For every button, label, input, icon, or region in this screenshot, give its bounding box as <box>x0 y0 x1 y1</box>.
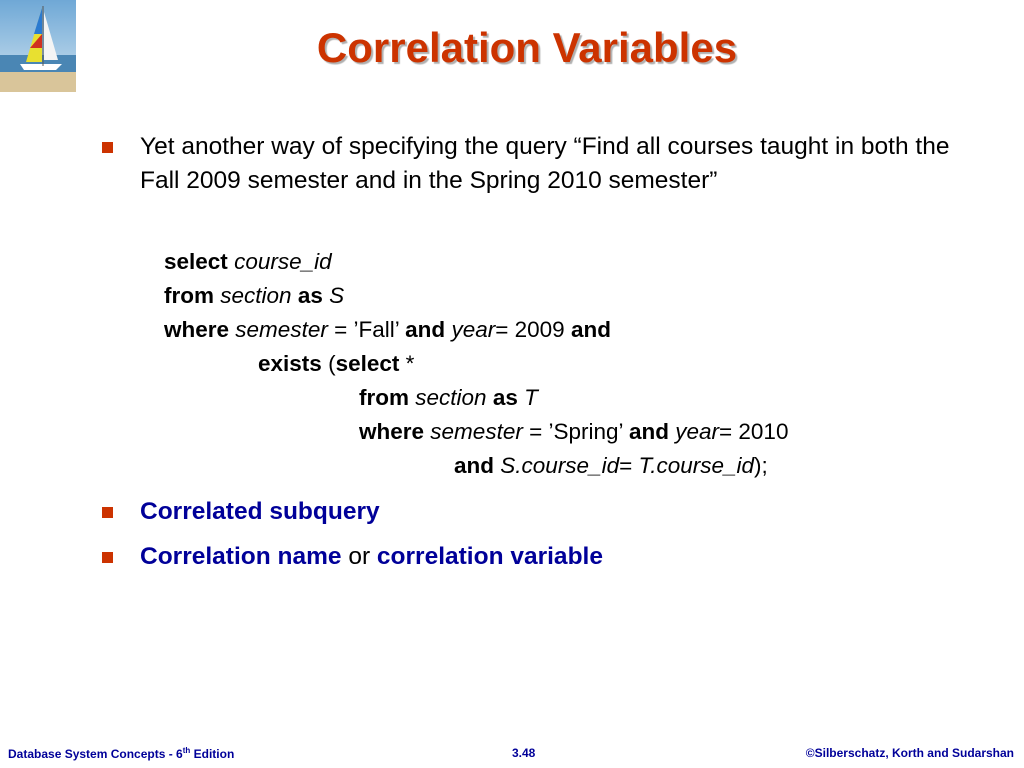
code-line-sub-from <box>164 381 788 415</box>
bullet-correlated-subquery <box>102 495 982 529</box>
bullet-square-icon <box>102 507 113 518</box>
kw-and: and <box>628 419 669 444</box>
section: section <box>220 283 292 308</box>
semester: semester <box>430 419 523 444</box>
code-line-exists <box>164 347 788 381</box>
kw-and: and <box>405 317 446 342</box>
year: year <box>451 317 496 342</box>
footer-page-number: 3.48 <box>512 746 536 760</box>
equals: = <box>619 453 633 478</box>
conjunction-or: or <box>348 543 371 570</box>
code-line-from <box>164 279 788 313</box>
term-correlation-variable: correlation variable <box>376 543 603 570</box>
kw-from: from <box>359 385 409 410</box>
kw-as: as <box>297 283 323 308</box>
code-line-where <box>164 313 788 347</box>
star: * <box>405 351 415 376</box>
year: year <box>675 419 720 444</box>
s-course-id: S.course_id <box>500 453 620 478</box>
course-id: course_id <box>234 249 332 274</box>
bullet-correlation-name <box>102 540 982 574</box>
semester: semester <box>235 317 328 342</box>
close-paren: ); <box>754 453 768 478</box>
kw-where: where <box>359 419 425 444</box>
bullet-text: Yet another way of specifying the query “Find all courses taught in both the Fall 2009 semester and in the Spring 2010 semester” <box>140 133 950 194</box>
section: section <box>415 385 487 410</box>
sql-code-block <box>164 245 788 483</box>
code-line-select <box>164 245 788 279</box>
year-2009: = 2009 <box>495 317 565 342</box>
code-line-sub-where <box>164 415 788 449</box>
kw-exists: exists <box>258 351 322 376</box>
alias-t: T <box>524 385 538 410</box>
t-course-id: T.course_id <box>638 453 755 478</box>
bullet-square-icon <box>102 552 113 563</box>
open-paren: ( <box>328 351 336 376</box>
kw-and: and <box>454 453 495 478</box>
year-2010: = 2010 <box>719 419 789 444</box>
kw-select: select <box>164 249 228 274</box>
bullet-text: Correlated subquery <box>140 498 380 525</box>
footer-book: Database System Concepts - 6 <box>8 747 183 761</box>
spring-value: = ’Spring’ <box>529 419 623 444</box>
kw-from: from <box>164 283 214 308</box>
footer-book-sup: th <box>182 746 191 755</box>
bullet-text <box>140 540 982 574</box>
footer-book-edition: Edition <box>190 747 235 761</box>
footer-book-title <box>8 746 234 761</box>
footer-copyright: ©Silberschatz, Korth and Sudarshan <box>805 746 1014 760</box>
term-correlation-name: Correlation name <box>140 543 342 570</box>
kw-and: and <box>570 317 611 342</box>
slide-title: Correlation Variables <box>316 24 738 71</box>
bullet-query-description <box>102 130 982 198</box>
kw-as: as <box>492 385 518 410</box>
fall-value: = ’Fall’ <box>334 317 399 342</box>
bullet-square-icon <box>102 142 113 153</box>
alias-s: S <box>329 283 345 308</box>
code-line-sub-and <box>164 449 788 483</box>
kw-select: select <box>335 351 400 376</box>
kw-where: where <box>164 317 230 342</box>
